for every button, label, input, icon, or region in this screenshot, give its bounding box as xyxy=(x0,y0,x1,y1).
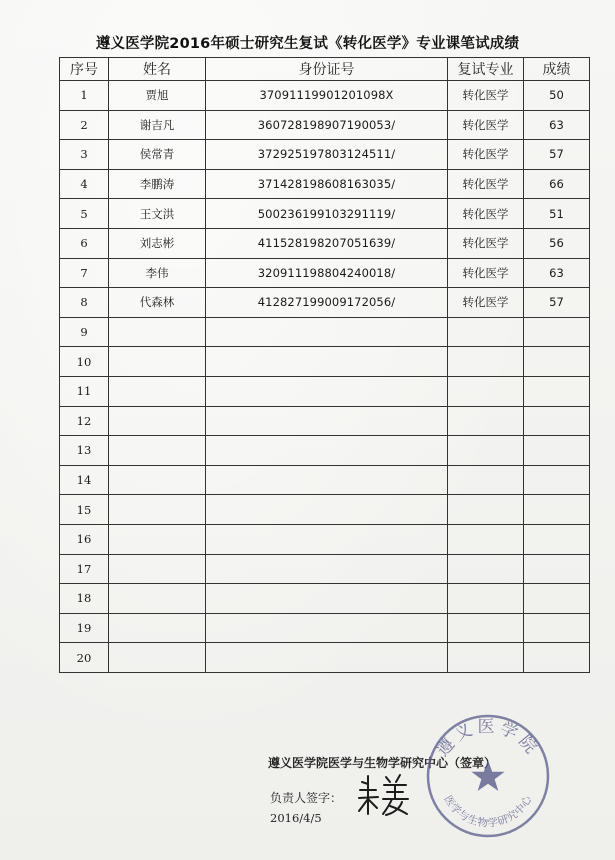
cell-index: 5 xyxy=(60,199,109,229)
cell-name: 谢吉凡 xyxy=(109,110,206,140)
cell-major xyxy=(448,643,524,673)
cell-index: 19 xyxy=(60,613,109,643)
cell-major: 转化医学 xyxy=(448,228,524,258)
cell-score: 50 xyxy=(524,81,590,111)
cell-name xyxy=(109,436,206,466)
table-header-row xyxy=(60,58,590,81)
table-row xyxy=(60,288,590,318)
cell-name xyxy=(109,643,206,673)
cell-major: 转化医学 xyxy=(448,81,524,111)
cell-major xyxy=(448,436,524,466)
table-row xyxy=(60,169,590,199)
header-index: 序号 xyxy=(60,58,109,81)
cell-id-number xyxy=(206,376,448,406)
cell-major: 转化医学 xyxy=(448,169,524,199)
cell-name xyxy=(109,554,206,584)
svg-text:遵义医学院 xyxy=(433,717,543,761)
cell-name: 王文洪 xyxy=(109,199,206,229)
cell-score: 57 xyxy=(524,140,590,170)
table-body xyxy=(60,81,590,673)
cell-id-number: 412827199009172056/ xyxy=(206,288,448,318)
cell-score xyxy=(524,613,590,643)
cell-major xyxy=(448,613,524,643)
cell-name: 侯常青 xyxy=(109,140,206,170)
cell-name xyxy=(109,524,206,554)
cell-id-number: 371428198608163035/ xyxy=(206,169,448,199)
cell-name xyxy=(109,584,206,614)
header-id-number: 身份证号 xyxy=(206,58,448,81)
cell-score xyxy=(524,554,590,584)
cell-score xyxy=(524,436,590,466)
cell-id-number xyxy=(206,465,448,495)
cell-index: 11 xyxy=(60,376,109,406)
cell-major xyxy=(448,495,524,525)
cell-id-number xyxy=(206,317,448,347)
table-row xyxy=(60,347,590,377)
header-score: 成绩 xyxy=(524,58,590,81)
cell-major: 转化医学 xyxy=(448,288,524,318)
official-seal xyxy=(418,704,558,844)
table-row xyxy=(60,258,590,288)
cell-index: 3 xyxy=(60,140,109,170)
cell-major: 转化医学 xyxy=(448,199,524,229)
cell-score: 66 xyxy=(524,169,590,199)
cell-id-number: 37091119901201098X xyxy=(206,81,448,111)
table-row xyxy=(60,376,590,406)
cell-index: 7 xyxy=(60,258,109,288)
table-row xyxy=(60,465,590,495)
table-row xyxy=(60,584,590,614)
cell-score xyxy=(524,347,590,377)
cell-index: 8 xyxy=(60,288,109,318)
cell-score xyxy=(524,406,590,436)
cell-name xyxy=(109,495,206,525)
cell-score xyxy=(524,376,590,406)
cell-id-number: 411528198207051639/ xyxy=(206,228,448,258)
table-row xyxy=(60,140,590,170)
cell-index: 18 xyxy=(60,584,109,614)
cell-index: 6 xyxy=(60,228,109,258)
table-row xyxy=(60,81,590,111)
cell-major: 转化医学 xyxy=(448,140,524,170)
cell-score: 56 xyxy=(524,228,590,258)
cell-id-number xyxy=(206,613,448,643)
cell-id-number xyxy=(206,643,448,673)
cell-name: 贾旭 xyxy=(109,81,206,111)
cell-id-number: 360728198907190053/ xyxy=(206,110,448,140)
cell-major xyxy=(448,406,524,436)
cell-score: 57 xyxy=(524,288,590,318)
cell-name: 李伟 xyxy=(109,258,206,288)
table-row xyxy=(60,110,590,140)
cell-id-number xyxy=(206,524,448,554)
svg-text:医学与生物学研究中心 xyxy=(441,794,534,830)
cell-index: 16 xyxy=(60,524,109,554)
cell-index: 2 xyxy=(60,110,109,140)
star-icon xyxy=(471,760,504,791)
cell-id-number xyxy=(206,495,448,525)
cell-score xyxy=(524,495,590,525)
cell-id-number xyxy=(206,554,448,584)
sign-date: 2016/4/5 xyxy=(270,811,322,825)
cell-name xyxy=(109,317,206,347)
cell-name xyxy=(109,406,206,436)
table-row xyxy=(60,436,590,466)
table-row xyxy=(60,199,590,229)
cell-name xyxy=(109,347,206,377)
cell-index: 20 xyxy=(60,643,109,673)
cell-index: 4 xyxy=(60,169,109,199)
cell-id-number xyxy=(206,584,448,614)
cell-major xyxy=(448,317,524,347)
header-name: 姓名 xyxy=(109,58,206,81)
cell-major xyxy=(448,376,524,406)
cell-index: 17 xyxy=(60,554,109,584)
cell-name xyxy=(109,613,206,643)
cell-name: 代森林 xyxy=(109,288,206,318)
table-row xyxy=(60,524,590,554)
cell-score xyxy=(524,643,590,673)
cell-major xyxy=(448,554,524,584)
seal-bottom-text: 医学与生物学研究中心 xyxy=(441,793,535,830)
institute-label: 遵义医学院医学与生物学研究中心（签章） xyxy=(268,756,497,770)
cell-major: 转化医学 xyxy=(448,258,524,288)
table-row xyxy=(60,554,590,584)
cell-major xyxy=(448,584,524,614)
cell-id-number: 320911198804240018/ xyxy=(206,258,448,288)
cell-name xyxy=(109,465,206,495)
cell-index: 15 xyxy=(60,495,109,525)
cell-index: 14 xyxy=(60,465,109,495)
table-row xyxy=(60,317,590,347)
handwritten-signature xyxy=(356,768,416,818)
seal-top-text: 遵义医学院 xyxy=(432,717,544,761)
table-row xyxy=(60,495,590,525)
cell-score xyxy=(524,465,590,495)
cell-score xyxy=(524,584,590,614)
cell-id-number: 500236199103291119/ xyxy=(206,199,448,229)
cell-major xyxy=(448,465,524,495)
document-title: 遵义医学院2016年硕士研究生复试《转化医学》专业课笔试成绩 xyxy=(95,36,520,52)
cell-index: 9 xyxy=(60,317,109,347)
cell-score xyxy=(524,317,590,347)
cell-score: 63 xyxy=(524,258,590,288)
table-row xyxy=(60,613,590,643)
cell-id-number xyxy=(206,347,448,377)
cell-name xyxy=(109,376,206,406)
cell-index: 1 xyxy=(60,81,109,111)
table-row xyxy=(60,643,590,673)
score-table xyxy=(59,57,590,673)
cell-index: 12 xyxy=(60,406,109,436)
signer-label: 负责人签字： xyxy=(270,791,343,805)
table-row xyxy=(60,228,590,258)
header-major: 复试专业 xyxy=(448,58,524,81)
table-row xyxy=(60,406,590,436)
cell-major xyxy=(448,524,524,554)
cell-index: 13 xyxy=(60,436,109,466)
cell-name: 刘志彬 xyxy=(109,228,206,258)
cell-id-number: 372925197803124511/ xyxy=(206,140,448,170)
cell-major xyxy=(448,347,524,377)
cell-index: 10 xyxy=(60,347,109,377)
cell-name: 李鹏涛 xyxy=(109,169,206,199)
cell-score xyxy=(524,524,590,554)
cell-score: 63 xyxy=(524,110,590,140)
cell-major: 转化医学 xyxy=(448,110,524,140)
cell-id-number xyxy=(206,436,448,466)
cell-id-number xyxy=(206,406,448,436)
cell-score: 51 xyxy=(524,199,590,229)
